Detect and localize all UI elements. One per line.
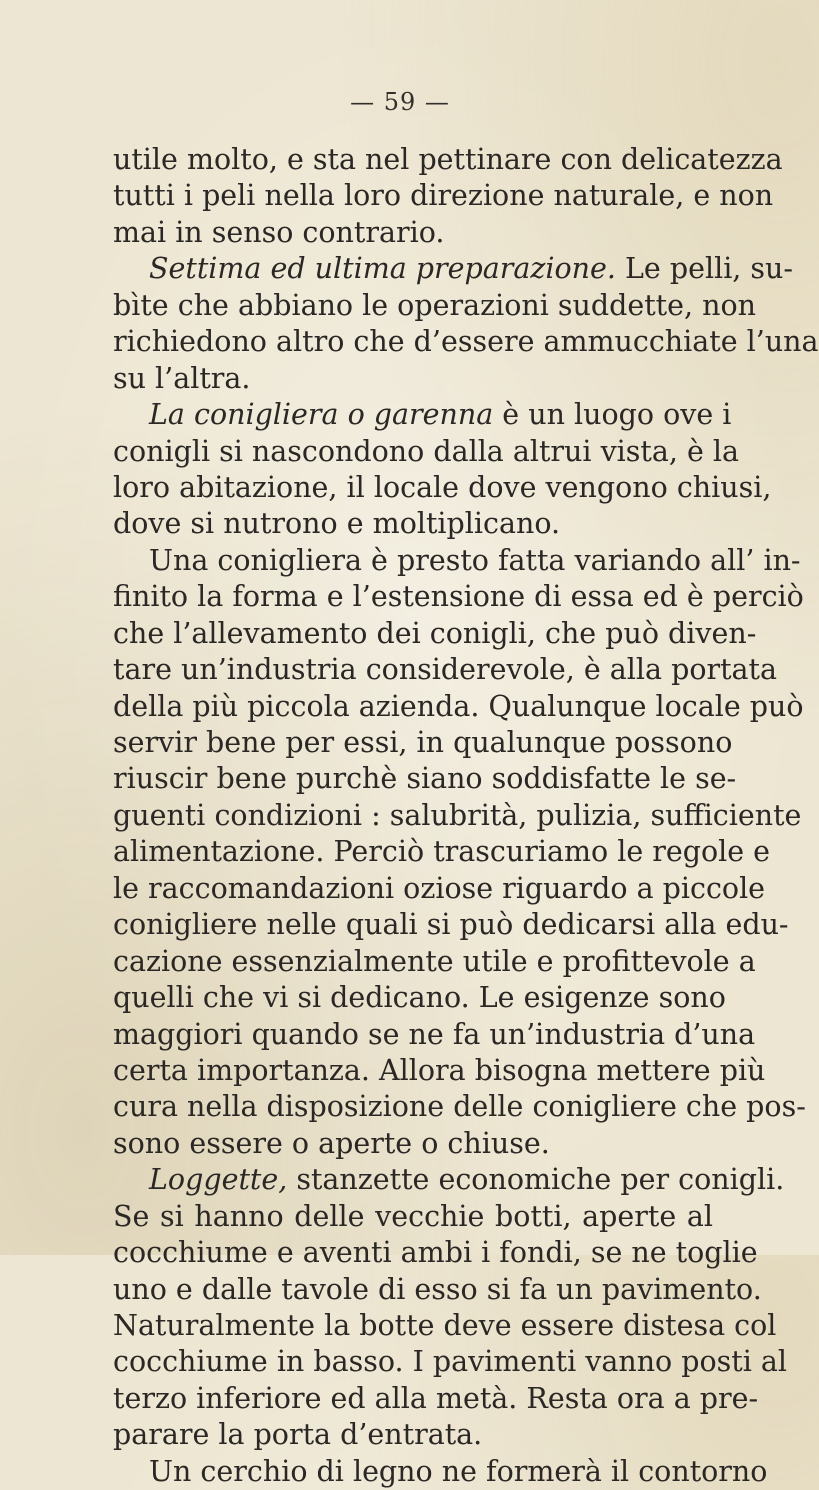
italic-heading: Settima ed ultima preparazione. — [149, 252, 616, 286]
text-line — [113, 1417, 713, 1453]
text-line — [113, 1089, 806, 1125]
line-text: Una conigliera è presto fatta variando all’ in- — [149, 543, 801, 577]
text-line — [113, 1381, 759, 1417]
line-text: riuscir bene purchè siano soddisfatte le se- — [113, 762, 737, 796]
text-line — [113, 834, 771, 870]
text-line — [113, 361, 713, 397]
text-line — [113, 616, 757, 652]
line-text: terzo inferiore ed alla metà. Resta ora a pre- — [113, 1381, 759, 1415]
text-line — [113, 725, 733, 761]
page-number: — 59 — — [350, 88, 450, 116]
text-line — [113, 689, 804, 725]
text-line — [113, 1235, 758, 1271]
line-text: conigli si nascondono dalla altrui vista, è la — [113, 434, 740, 468]
text-line — [113, 579, 804, 615]
text-line — [113, 1126, 713, 1162]
text-line — [113, 907, 789, 943]
text-line — [113, 506, 713, 542]
text-line — [113, 1272, 762, 1308]
line-text: cocchiume in basso. I pavimenti vanno posti al — [113, 1345, 788, 1379]
text-line — [113, 871, 766, 907]
line-text: Se si hanno delle vecchie botti, aperte al — [113, 1199, 713, 1233]
line-text: dove si nutrono e moltiplicano. — [113, 507, 561, 541]
text-line — [113, 1053, 766, 1089]
text-line — [113, 251, 794, 287]
line-text: che l’allevamento dei conigli, che può diven- — [113, 616, 757, 650]
line-text: Un cerchio di legno ne formerà il contorno — [149, 1454, 768, 1488]
line-text: Le pelli, su- — [615, 252, 794, 286]
line-text: alimentazione. Perciò trascuriamo le regole e — [113, 835, 771, 869]
line-text: servir bene per essi, in qualunque possono — [113, 726, 733, 759]
text-line — [113, 142, 783, 178]
text-line — [113, 324, 819, 360]
line-text: utile molto, e sta nel pettinare con delicatezza — [113, 143, 783, 176]
text-line — [113, 652, 777, 688]
line-text: cazione essenzialmente utile e profittevole a — [113, 944, 756, 978]
line-text: tutti i peli nella loro direzione naturale, e non — [113, 179, 774, 213]
line-text: conigliere nelle quali si può dedicarsi alla edu- — [113, 908, 789, 942]
line-text: guenti condizioni : salubrità, pulizia, sufficiente — [113, 798, 802, 832]
text-line — [113, 980, 726, 1016]
line-text: tare un’industria considerevole, è alla portata — [113, 653, 777, 687]
line-text: cura nella disposizione delle conigliere che pos- — [113, 1090, 806, 1124]
text-line — [113, 1199, 713, 1235]
line-text: della più piccola azienda. Qualunque locale può — [113, 689, 804, 723]
text-line — [113, 761, 737, 797]
text-line — [113, 1344, 788, 1380]
text-line — [113, 944, 756, 980]
line-text: parare la porta d’entrata. — [113, 1418, 483, 1452]
line-text: quelli che vi si dedicano. Le esigenze sono — [113, 981, 726, 1015]
text-line — [113, 543, 801, 579]
italic-heading: La conigliera o garenna — [149, 398, 494, 432]
line-text: bìte che abbiano le operazioni suddette, non — [113, 288, 756, 322]
line-text: richiedono altro che d’essere ammucchiate l’una — [113, 325, 819, 359]
line-text: certa importanza. Allora bisogna mettere più — [113, 1053, 766, 1087]
line-text: mai in senso contrario. — [113, 215, 445, 249]
line-text: finito la forma e l’estensione di essa ed è perciò — [113, 580, 804, 614]
line-text: stanzette economiche per conigli. — [287, 1163, 785, 1197]
text-line — [113, 1308, 777, 1344]
text-line — [113, 798, 802, 834]
line-text: cocchiume e aventi ambi i fondi, se ne toglie — [113, 1236, 758, 1270]
line-text: uno e dalle tavole di esso si fa un pavimento. — [113, 1272, 762, 1306]
line-text: le raccomandazioni oziose riguardo a piccole — [113, 871, 766, 905]
text-line — [113, 215, 713, 251]
line-text: maggiori quando se ne fa un’industria d’una — [113, 1017, 756, 1051]
italic-heading: Loggette, — [149, 1163, 288, 1197]
line-text: Naturalmente la botte deve essere distesa col — [113, 1309, 777, 1342]
text-line — [113, 1454, 768, 1490]
text-line — [113, 288, 756, 324]
text-line — [113, 397, 732, 433]
text-line — [113, 178, 774, 214]
text-line — [113, 434, 740, 470]
line-text: su l’altra. — [113, 361, 251, 395]
text-line — [113, 1017, 756, 1053]
text-line — [113, 1162, 785, 1198]
line-text: loro abitazione, il locale dove vengono chiusi, — [113, 470, 772, 504]
line-text: è un luogo ove i — [493, 398, 732, 432]
body-text — [113, 142, 819, 1490]
line-text: sono essere o aperte o chiuse. — [113, 1126, 550, 1160]
text-line — [113, 470, 772, 506]
